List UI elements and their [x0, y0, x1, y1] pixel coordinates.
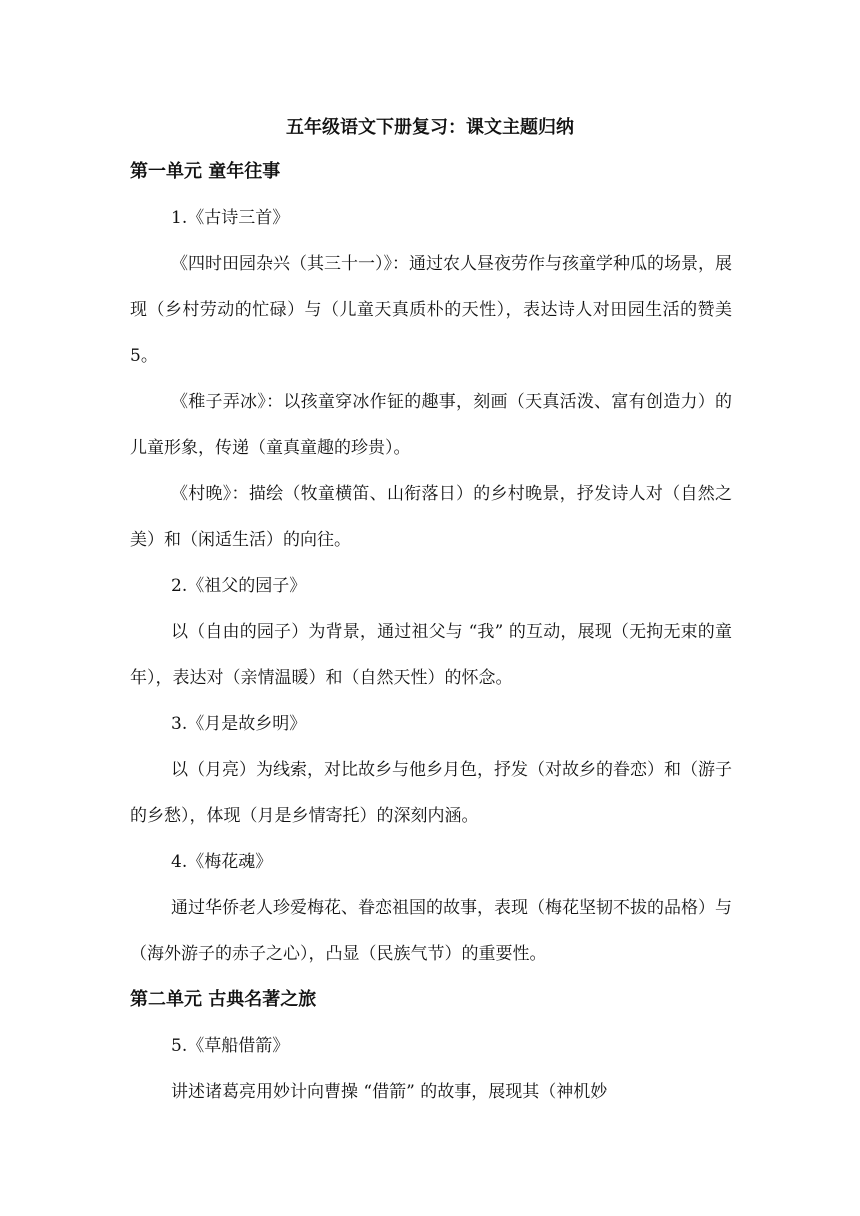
lesson-heading: 5.《草船借箭》 [171, 1036, 290, 1056]
lesson-heading: 4.《梅花魂》 [171, 852, 273, 872]
document-body [130, 158, 732, 1124]
document-title: 五年级语文下册复习：课文主题归纳 [286, 117, 574, 138]
lesson-summary: 以（自由的园子）为背景，通过祖父与 “我” 的互动，展现（无拘无束的童年），表达对（亲情温暖）和（自然天性）的怀念。 [130, 622, 732, 688]
lesson-summary: 通过华侨老人珍爱梅花、眷恋祖国的故事，表现（梅花坚韧不拔的品格）与（海外游子的赤子之心），凸显（民族气节）的重要性。 [130, 898, 732, 964]
unit-heading: 第二单元 古典名著之旅 [130, 989, 317, 1010]
lesson-heading: 2.《祖父的园子》 [171, 576, 307, 596]
poem-summary: 《四时田园杂兴（其三十一）》：通过农人昼夜劳作与孩童学种瓜的场景，展现（乡村劳动的忙碌）与（儿童天真质朴的天性），表达诗人对田园生活的赞美 5。 [130, 254, 732, 366]
poem-summary: 《村晚》：描绘（牧童横笛、山衔落日）的乡村晚景，抒发诗人对（自然之美）和（闲适生活）的向往。 [130, 484, 732, 550]
poem-summary: 《稚子弄冰》：以孩童穿冰作钲的趣事，刻画（天真活泼、富有创造力）的儿童形象，传递（童真童趣的珍贵）。 [130, 392, 732, 458]
lesson-heading: 1.《古诗三首》 [171, 208, 290, 228]
lesson-heading: 3.《月是故乡明》 [171, 714, 307, 734]
lesson-summary: 以（月亮）为线索，对比故乡与他乡月色，抒发（对故乡的眷恋）和（游子的乡愁），体现（月是乡情寄托）的深刻内涵。 [130, 760, 732, 826]
unit-heading: 第一单元 童年往事 [130, 161, 281, 182]
lesson-summary: 讲述诸葛亮用妙计向曹操 “借箭” 的故事，展现其（神机妙 [171, 1082, 608, 1102]
